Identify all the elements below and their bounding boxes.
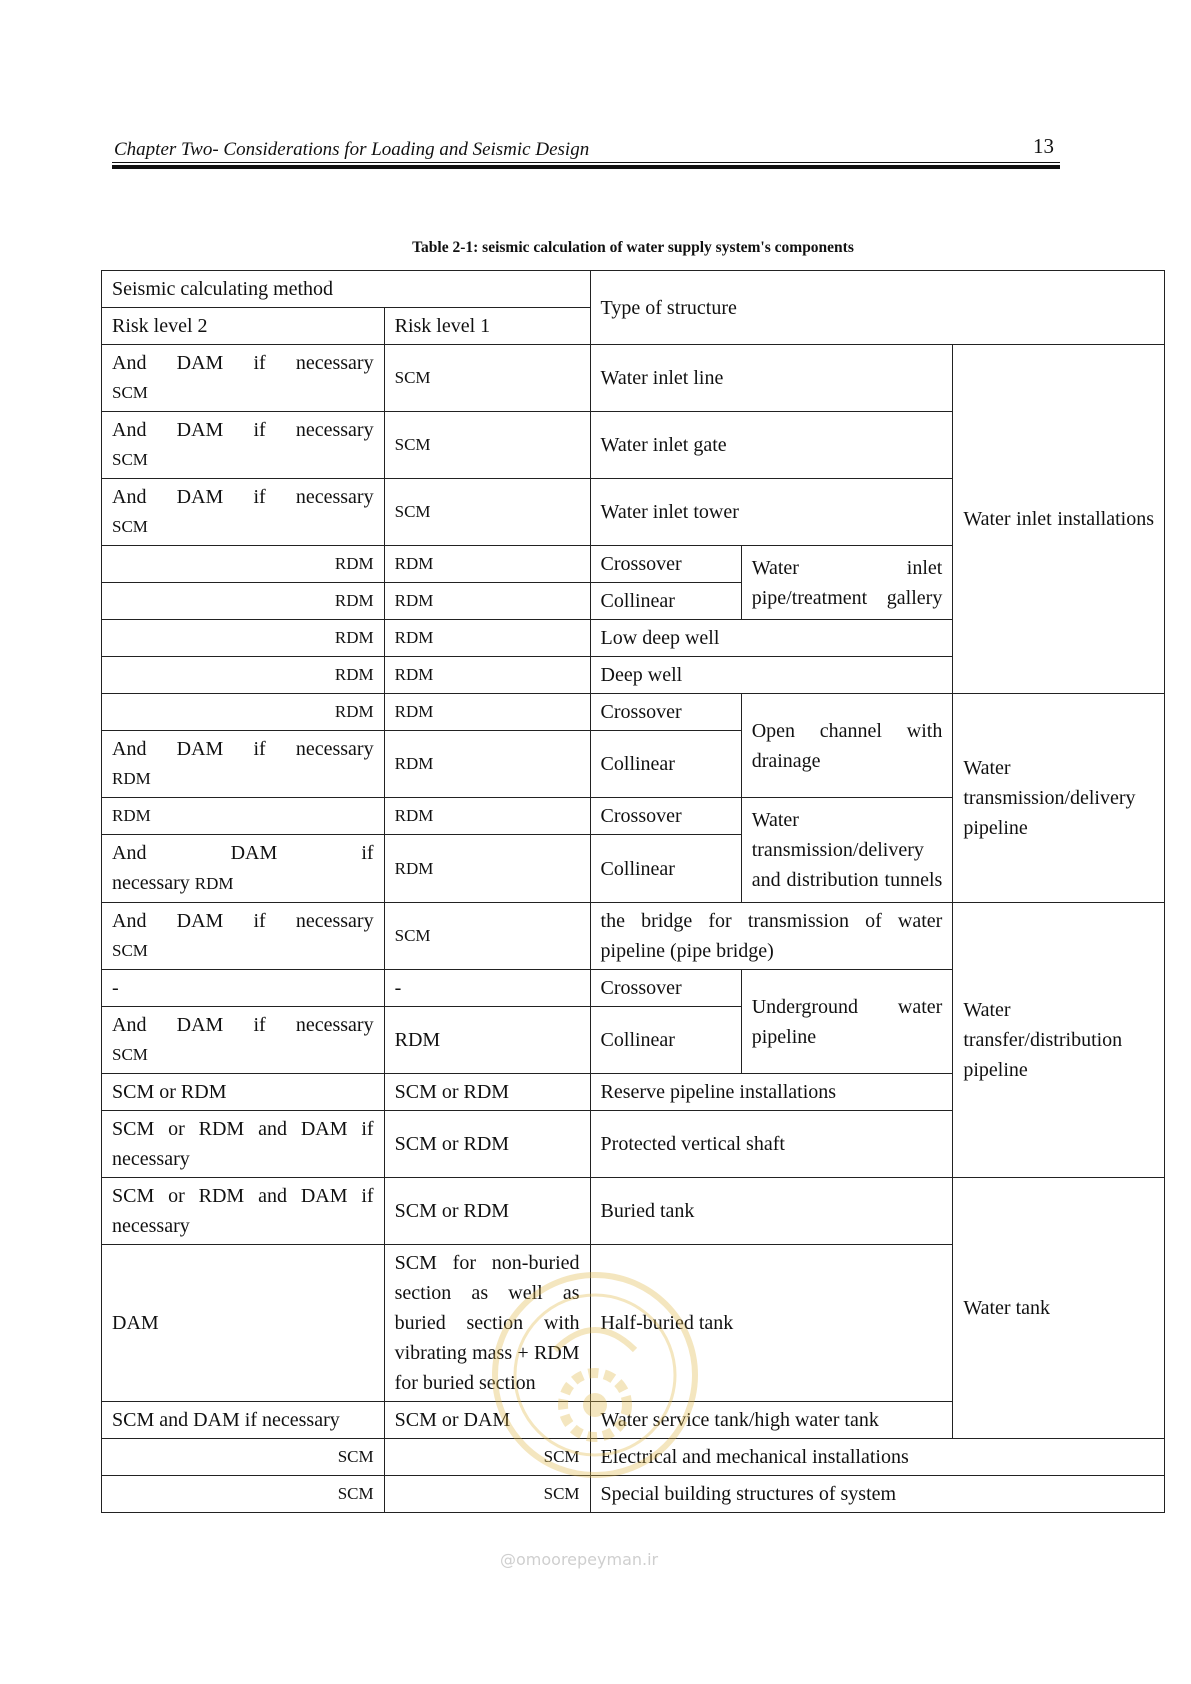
structure-sub-cell: Crossover	[590, 798, 741, 835]
risk1-cell: RDM	[384, 657, 590, 694]
risk1-cell: SCM or RDM	[384, 1111, 590, 1178]
risk2-cell: And DAM if necessary RDM	[102, 835, 385, 903]
table-row	[102, 903, 1165, 970]
structure-group-cell: Open channel with drainage	[741, 694, 953, 798]
risk1-cell: SCM or DAM	[384, 1402, 590, 1439]
structure-cell: Reserve pipeline installations	[590, 1074, 953, 1111]
watermark-text: @omoorepeyman.ir	[500, 1550, 659, 1569]
structure-group-cell: Water inlet pipe/treatment gallery	[741, 546, 953, 620]
structure-sub-cell: Collinear	[590, 731, 741, 798]
group-cell: Water tank	[953, 1178, 1165, 1439]
risk2-cell: SCM and DAM if necessary	[102, 1402, 385, 1439]
risk1-cell: SCM	[384, 1476, 590, 1513]
risk2-cell: And DAM if necessary SCM	[102, 412, 385, 479]
risk1-cell: SCM	[384, 479, 590, 546]
structure-cell: Protected vertical shaft	[590, 1111, 953, 1178]
structure-cell: Low deep well	[590, 620, 953, 657]
risk2-cell: RDM	[102, 546, 385, 583]
structure-cell: Electrical and mechanical installations	[590, 1439, 1164, 1476]
risk2-cell: And DAM if necessary SCM	[102, 345, 385, 412]
risk1-cell: RDM	[384, 731, 590, 798]
table-row	[102, 345, 1165, 412]
header-rule-thin	[112, 162, 1060, 163]
chapter-title: Chapter Two- Considerations for Loading and Seismic Design	[114, 139, 590, 160]
risk2-cell: SCM or RDM and DAM if necessary	[102, 1178, 385, 1245]
page-number: 13	[1033, 134, 1054, 158]
structure-sub-cell: Crossover	[590, 694, 741, 731]
risk1-cell: RDM	[384, 620, 590, 657]
structure-sub-cell: Collinear	[590, 1007, 741, 1074]
structure-cell: Water inlet line	[590, 345, 953, 412]
structure-cell: Water inlet tower	[590, 479, 953, 546]
structure-cell: Buried tank	[590, 1178, 953, 1245]
structure-group-cell: Water transmission/delivery and distribution tunnels	[741, 798, 953, 903]
risk1-cell: RDM	[384, 583, 590, 620]
risk2-cell: And DAM if necessary RDM	[102, 731, 385, 798]
risk1-cell: -	[384, 970, 590, 1007]
risk2-cell: RDM	[102, 620, 385, 657]
structure-group-cell: Underground water pipeline	[741, 970, 953, 1074]
risk1-cell: RDM	[384, 694, 590, 731]
table-row	[102, 1439, 1165, 1476]
risk1-cell: SCM	[384, 903, 590, 970]
header-type: Type of structure	[590, 271, 1164, 345]
risk1-cell: RDM	[384, 1007, 590, 1074]
table-caption: Table 2-1: seismic calculation of water supply system's components	[412, 239, 854, 256]
header-risk2: Risk level 2	[102, 308, 385, 345]
table-row	[102, 1476, 1165, 1513]
table-header-row	[102, 271, 1165, 308]
risk2-cell: SCM	[102, 1476, 385, 1513]
risk2-cell: DAM	[102, 1245, 385, 1402]
risk1-cell: SCM	[384, 1439, 590, 1476]
risk1-cell: RDM	[384, 546, 590, 583]
structure-sub-cell: Collinear	[590, 835, 741, 903]
structure-sub-cell: Collinear	[590, 583, 741, 620]
structure-cell: Special building structures of system	[590, 1476, 1164, 1513]
table-row	[102, 1178, 1165, 1245]
risk2-cell: RDM	[102, 583, 385, 620]
risk1-cell: SCM for non-buried section as well as buried section with vibrating mass + RDM for buried section	[384, 1245, 590, 1402]
group-cell: Water inlet installations	[953, 345, 1165, 694]
header-rule-thick	[112, 165, 1060, 169]
risk1-cell: RDM	[384, 798, 590, 835]
risk1-cell: RDM	[384, 835, 590, 903]
structure-sub-cell: Crossover	[590, 546, 741, 583]
structure-sub-cell: Crossover	[590, 970, 741, 1007]
risk2-cell: And DAM if necessary SCM	[102, 1007, 385, 1074]
risk1-cell: SCM or RDM	[384, 1074, 590, 1111]
risk2-cell: -	[102, 970, 385, 1007]
risk1-cell: SCM	[384, 412, 590, 479]
header-risk1: Risk level 1	[384, 308, 590, 345]
risk2-cell: And DAM if necessary SCM	[102, 903, 385, 970]
structure-cell: the bridge for transmission of water pipeline (pipe bridge)	[590, 903, 953, 970]
risk2-cell: RDM	[102, 798, 385, 835]
risk2-cell: SCM or RDM and DAM if necessary	[102, 1111, 385, 1178]
risk2-cell: RDM	[102, 694, 385, 731]
page-header	[112, 134, 1060, 168]
group-cell: Water transmission/delivery pipeline	[953, 694, 1165, 903]
risk2-cell: SCM	[102, 1439, 385, 1476]
risk1-cell: SCM	[384, 345, 590, 412]
risk2-cell: RDM	[102, 657, 385, 694]
risk2-cell: And DAM if necessary SCM	[102, 479, 385, 546]
risk1-cell: SCM or RDM	[384, 1178, 590, 1245]
risk2-cell: SCM or RDM	[102, 1074, 385, 1111]
seismic-table	[101, 270, 1165, 1513]
table-row	[102, 694, 1165, 731]
group-cell: Water transfer/distribution pipeline	[953, 903, 1165, 1178]
structure-cell: Half-buried tank	[590, 1245, 953, 1402]
structure-cell: Water inlet gate	[590, 412, 953, 479]
structure-cell: Water service tank/high water tank	[590, 1402, 953, 1439]
header-method: Seismic calculating method	[102, 271, 591, 308]
structure-cell: Deep well	[590, 657, 953, 694]
